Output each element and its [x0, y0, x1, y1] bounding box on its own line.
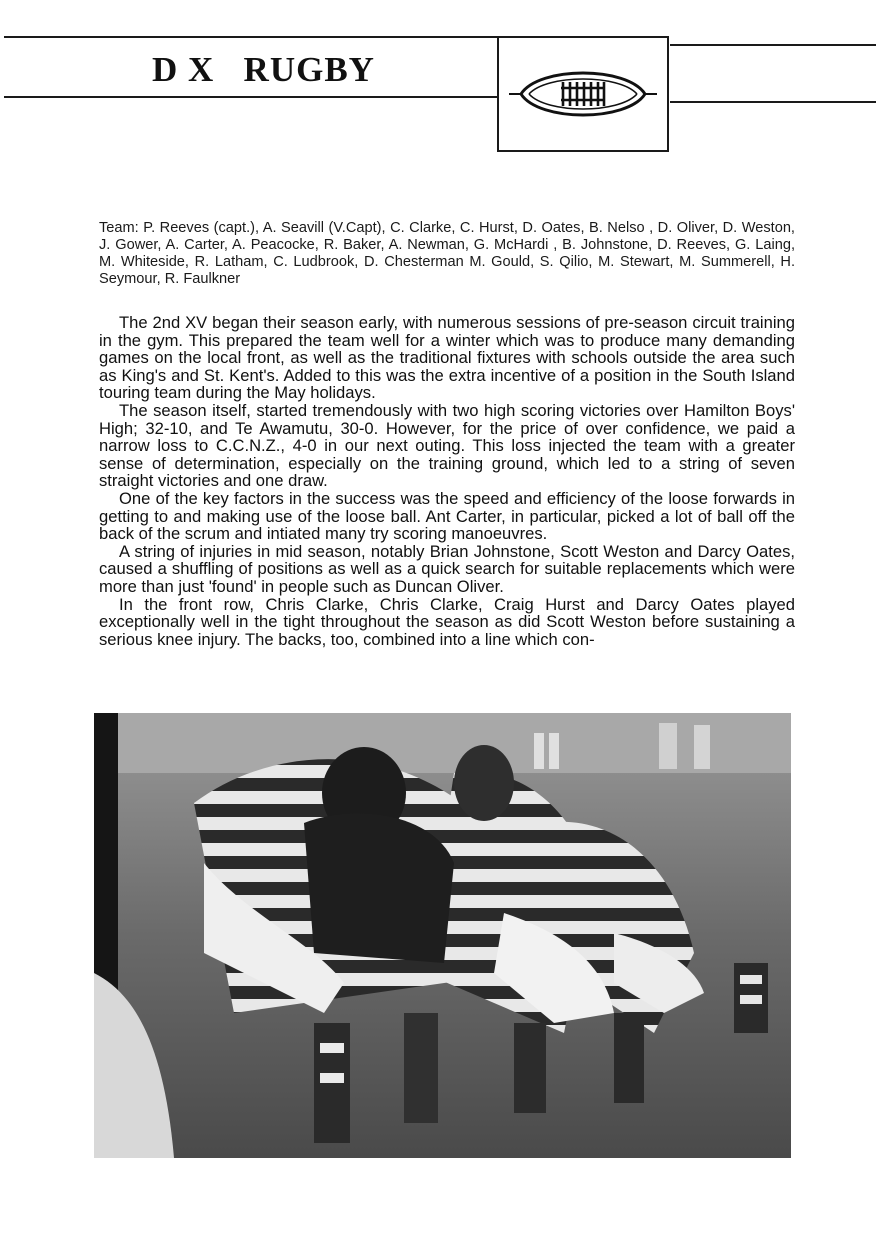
article-paragraph: A string of injuries in mid season, notably Brian Johnstone, Scott Weston and Darcy Oates, caused a shuffling of positions as well as a quick search for suitable replacements which were more than just 'found' in people such as Duncan Oliver. [99, 541, 795, 596]
logo-box [497, 36, 669, 152]
article-paragraph: One of the key factors in the success was the speed and efficiency of the loose forwards in getting to and making use of the loose ball. Ant Carter, in particular, picked a lot of ball off the back of the scrum and intiated many try scoring manoeuvres. [99, 488, 795, 544]
article-paragraph: The 2nd XV began their season early, with numerous sessions of pre-season circuit training in the gym. This prepared the team well for a winter which was to produce many demanding games on the local front, as well as the traditional fixtures with schools outside the area such as King's and St. Kent's. Added to this was the extra incentive of a position in the South Island touring team during the May holidays. [99, 313, 795, 403]
page-title: D X RUGBY [152, 50, 375, 89]
rugby-players-in-maul-photo [94, 713, 791, 1158]
article-paragraph: In the front row, Chris Clarke, Chris Clarke, Craig Hurst and Darcy Oates played exceptionally well in the tight throughout the season as did Scott Weston before sustaining a serious knee injury. The backs, too, combined into a line which con- [99, 594, 795, 649]
header-rule-bottom-right [670, 101, 876, 103]
article-paragraph: The season itself, started tremendously with two high scoring victories over Hamilton Boys' High; 32-10, and Te Awamutu, 30-0. However, for the price of over confidence, we paid a narrow loss to C.C.N.Z., 4-0 in our next outing. This loss injected the team with a greater sense of determination, especially on the training ground, which led to a string of seven straight victories and one draw. [99, 400, 795, 491]
header-rule-top-left [4, 36, 498, 38]
rugby-ball-icon [499, 38, 667, 150]
header-rule-top-right [670, 44, 876, 46]
article-body [99, 314, 795, 648]
team-list: Team: P. Reeves (capt.), A. Seavill (V.Capt), C. Clarke, C. Hurst, D. Oates, B. Nelso , D. Oliver, D. Weston, J. Gower, A. Carter, A. Peacocke, R. Baker, A. Newman, G. McHardi , B. Johnstone, D. Reeves, G. Laing, M. Whiteside, R. Latham, C. Ludbrook, D. Chesterman M. Gould, S. Qilio, M. Stewart, M. Summerell, H. Seymour, R. Faulkner [99, 220, 795, 287]
header-rule-bottom-left [4, 96, 498, 98]
